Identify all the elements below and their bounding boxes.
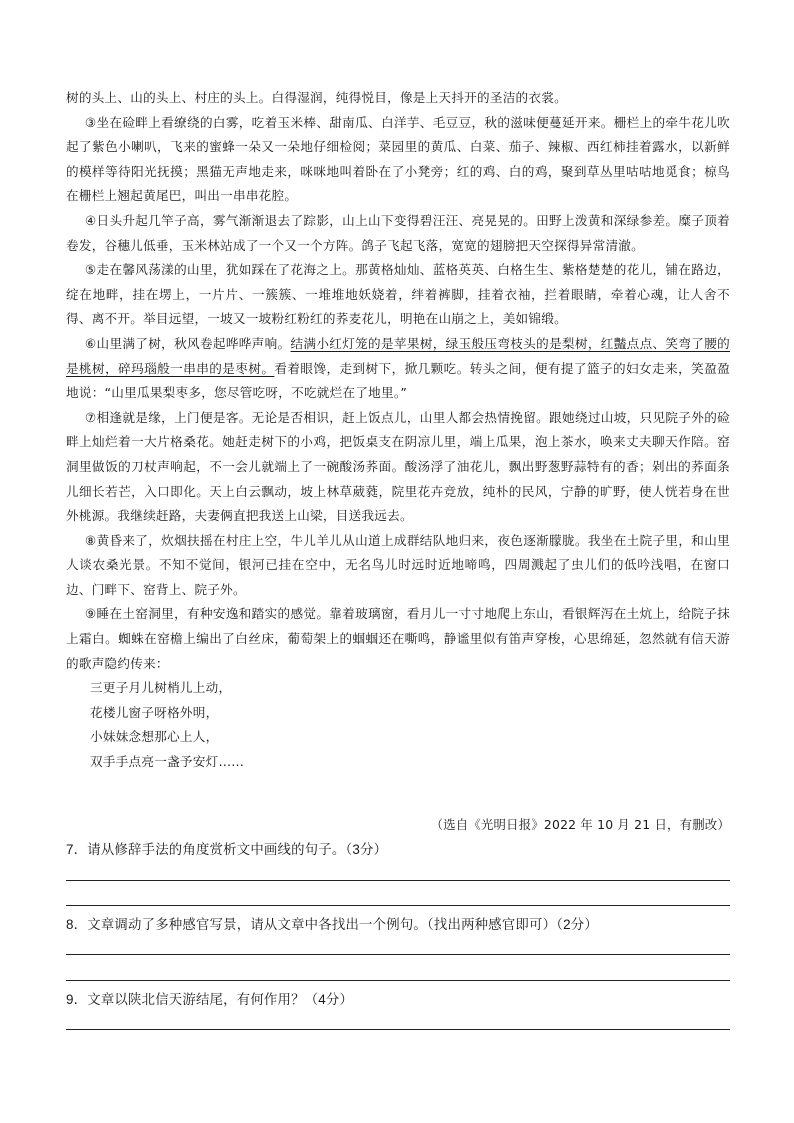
paragraph-6 bbox=[66, 332, 730, 406]
answer-line[interactable] bbox=[66, 980, 730, 981]
poem-line: 三更子月儿树梢儿上动， bbox=[90, 680, 232, 696]
underlined-sentence: 结满小红灯笼的是苹果树，绿玉般压弯枝头的是梨树，红豔点点、笑弯了腰的是桃树，碎玛瑙般一串串的是枣树。 bbox=[66, 335, 730, 376]
answer-line[interactable] bbox=[66, 954, 730, 955]
paragraph-3: ③坐在硷畔上看缭绕的白雾，吃着玉米棒、甜南瓜、白洋芋、毛豆豆，秋的滋味便蔓延开来。栅栏上的牵牛花儿吹起了紫色小喇叭，飞来的蜜蜂一朵又一朵地仔细检阅；菜园里的黄瓜、白菜、茄子、辣椒、西红柿挂着露水，以新鲜的模样等待阳光抚摸；黑猫无声地走来，咪咪地叫着卧在了小凳旁；红的鸡、白的鸡，聚到草丛里咕咕地觅食；椋鸟在栅栏上翘起黄尾巴，叫出一串串花腔。 bbox=[66, 114, 730, 204]
answer-line[interactable] bbox=[66, 1029, 730, 1030]
question-9: 9．文章以陕北信天游结尾，有何作用？（4分） bbox=[66, 992, 354, 1007]
poem-line: 小妹妹念想那心上人， bbox=[90, 729, 219, 745]
reading-passage bbox=[66, 86, 730, 775]
folk-song-poem bbox=[66, 676, 730, 774]
paragraph-6-lead: ⑥山里满了树，秋风卷起哗哗声响。 bbox=[84, 335, 291, 351]
paragraph-4: ④日头升起几竿子高，雾气渐渐退去了踪影，山上山下变得碧汪汪、亮晃晃的。田野上泼黄和深绿参差。糜子顶着卷发，谷穗儿低垂，玉米林站成了一个又一个方阵。鸽子飞起飞落，宽宽的翅膀把天空探得异常清澈。 bbox=[66, 212, 730, 253]
paragraph-7: ⑦相逢就是缘，上门便是客。无论是否相识，赶上饭点儿，山里人都会热情挽留。跟她绕过山坡，只见院子外的硷畔上灿烂着一大片格桑花。她赶走树下的小鸡，把饭桌支在阴凉儿里，端上瓜果，泡上茶水，唤来丈夫聊天作陪。窑洞里做饭的刀杖声响起，不一会儿就端上了一碗酸汤荞面。酸汤浮了油花儿，飘出野葱野蒜特有的香；剁出的荞面条儿细长若芒，入口即化。天上白云飘动，坡上林草葳蕤，院里花卉竞放，纯朴的民风，宁静的旷野，使人恍若身在世外桃源。我继续赶路，夫妻俩直把我送上山梁，目送我远去。 bbox=[66, 409, 730, 524]
poem-line: 花楼儿窗子呀格外明， bbox=[90, 704, 219, 720]
question-8: 8．文章调动了多种感官写景，请从文章中各找出一个例句。（找出两种感官即可）（2分） bbox=[66, 917, 598, 932]
paragraph-6-rest: 看着眼馋，走到树下，掀几颗吃。转头之间，便有提了篮子的妇女走来，笑盈盈地说：“山里瓜果梨枣多，您尽管吃呀，不吃就烂在了地里。” bbox=[66, 360, 731, 401]
answer-line[interactable] bbox=[66, 880, 730, 881]
source-citation: （选自《光明日报》2022 年 10 月 21 日，有删改） bbox=[430, 817, 730, 832]
paragraph-5: ⑤走在馨风荡漾的山里，犹如踩在了花海之上。那黄格灿灿、蓝格英英、白格生生、紫格楚楚的花儿，铺在路边，绽在地畔，挂在塄上，一片片、一簇簇、一堆堆地妖娆着，绊着裤脚，挂着衣袖，拦着眼睛，牵着心魂，让人舍不得、离不开。举目远望，一坡又一坡粉红粉红的荞麦花儿，明艳在山崩之上，美如锦缎。 bbox=[66, 262, 730, 327]
poem-line: 双手手点亮一盏予安灯…… bbox=[90, 754, 245, 770]
paragraph-9: ⑨睡在土窑洞里，有种安逸和踏实的感觉。靠着玻璃窗，看月儿一寸寸地爬上东山，看银辉泻在土炕上，给院子抹上霜白。蜘蛛在窑檐上编出了白丝床，葡萄架上的蝈蝈还在嘶鸣，静谧里似有笛声穿梭，心思绵延，忽然就有信天游的歌声隐约传来： bbox=[66, 606, 730, 671]
answer-line[interactable] bbox=[66, 905, 730, 906]
paragraph-8: ⑧黄昏来了，炊烟扶摇在村庄上空，牛儿羊儿从山道上成群结队地归来，夜色逐渐朦胧。我坐在土院子里，和山里人谈农桑光景。不知不觉间，银河已挂在空中，无名鸟儿时远时近地啼鸣，四周溅起了虫儿们的低吟浅唱，在窗口边、门畔下、窑背上、院子外。 bbox=[66, 532, 730, 597]
question-7: 7．请从修辞手法的角度赏析文中画线的句子。（3分） bbox=[66, 842, 388, 857]
paragraph-2-tail: 树的头上、山的头上、村庄的头上。白得湿润，纯得悦目，像是上天抖开的圣洁的衣裳。 bbox=[66, 90, 567, 105]
